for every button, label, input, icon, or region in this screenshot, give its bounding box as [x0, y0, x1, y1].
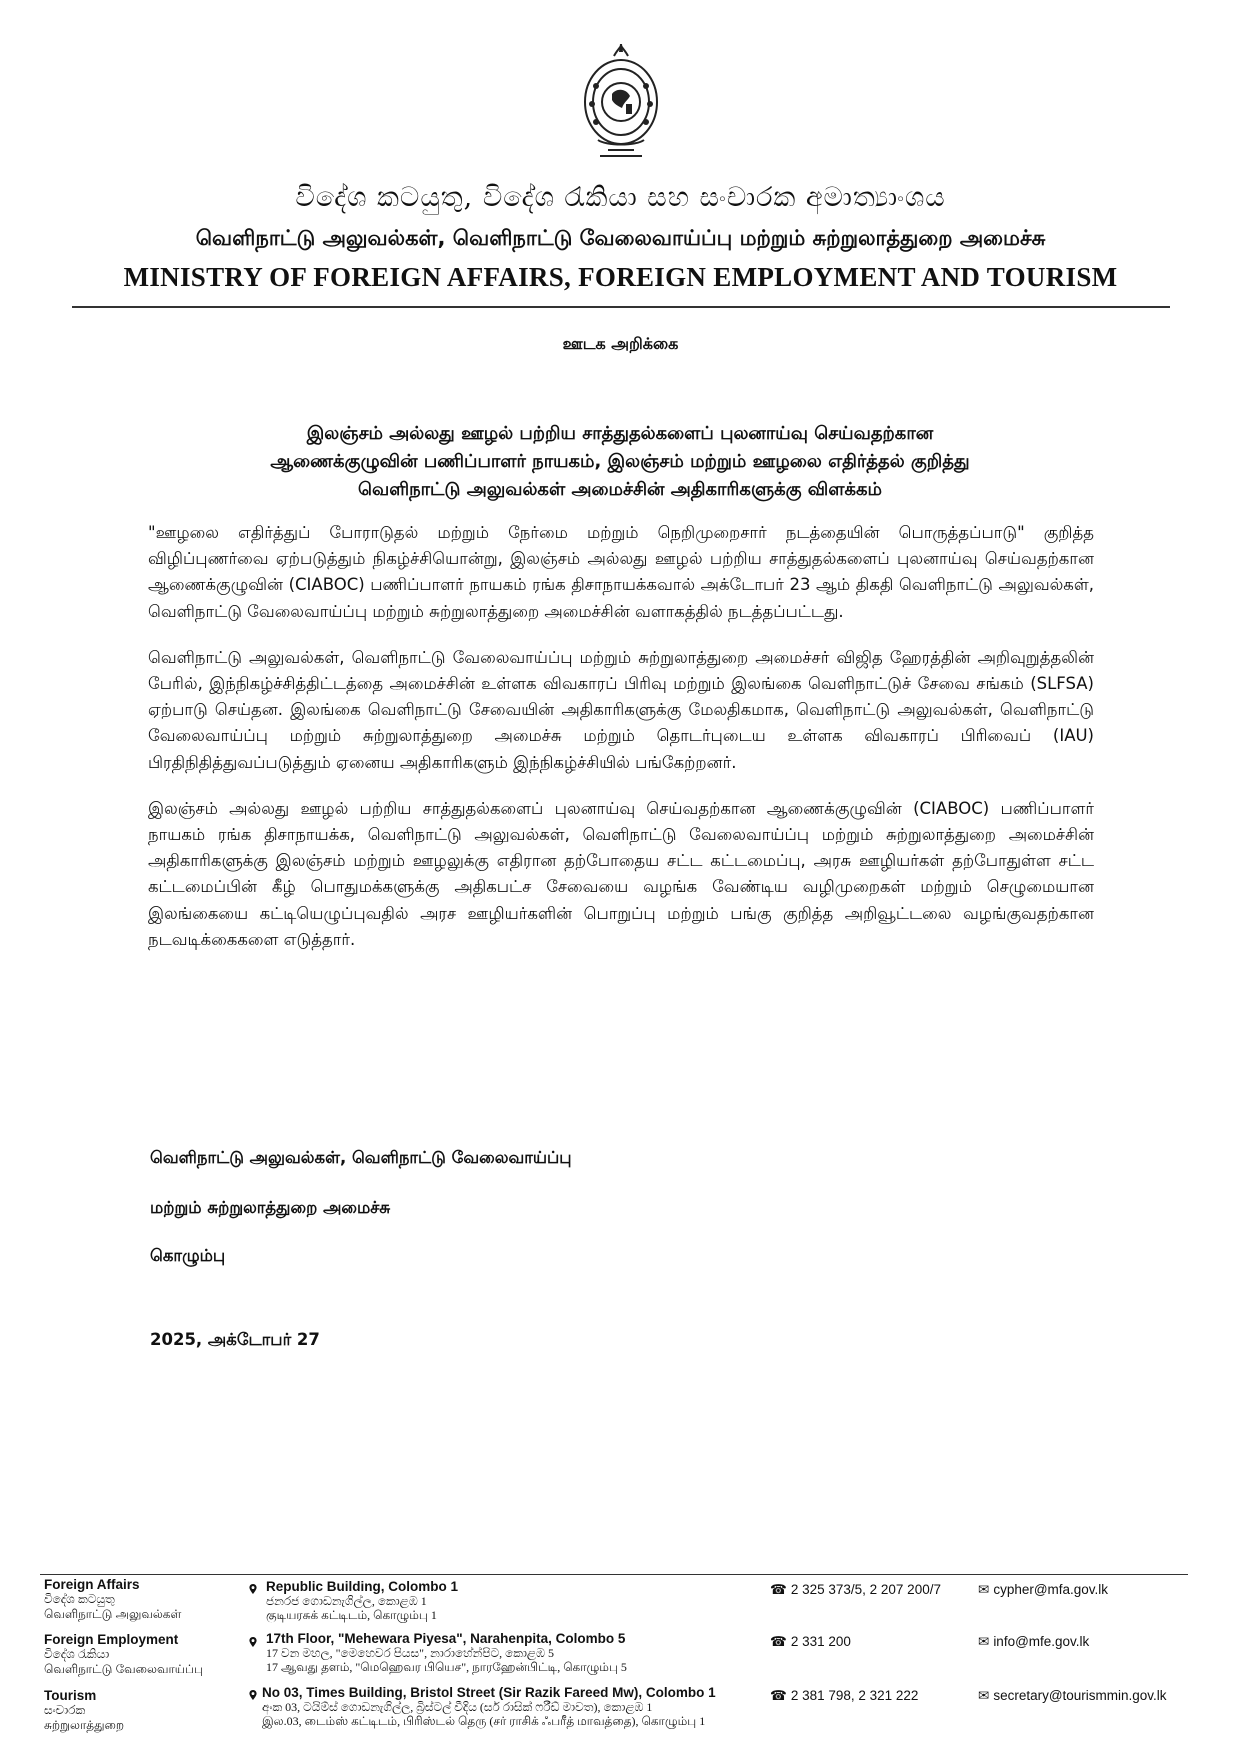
press-release-body	[148, 520, 1094, 973]
footer-sub-sinhala: විදේශ කටයුතු	[44, 1592, 115, 1606]
media-release-label: ஊடக அறிக்கை	[562, 334, 679, 353]
address-tamil: குடியரசுக் கட்டிடம், கொழும்பு 1	[266, 1608, 437, 1622]
body-paragraph-3: இலஞ்சம் அல்லது ஊழல் பற்றிய சாத்துதல்களைப் புலனாய்வு செய்வதற்கான ஆணைக்குழுவின் (CIABOC) பணிப்பாளர் நாயகம் ரங்க திசாநாயக்க, வெளிநாட்டு அலுவல்கள், வெளிநாட்டு வேலைவாய்ப்பு மற்றும் சுற்றுலாத்துறை அமைச்சின் அதிகாரிகளுக்கு இலஞ்சம் மற்றும் ஊழலுக்கு எதிரான தற்போதைய சட்ட கட்டமைப்பு, அரசு ஊழியர்கள் தற்போதுள்ள சட்ட கட்டமைப்பின் கீழ் பொதுமக்களுக்கு அதிகபட்ச சேவையை வழங்க வேண்டிய வழிமுறைகள் மற்றும் செழுமையான இலங்கையை கட்டியெழுப்புவதில் அரச ஊழியர்களின் பொறுப்பு மற்றும் பங்கு குறித்த அறிவூட்டலை வழங்குவதற்கான நடவடிக்கைகளை எடுத்தார்.	[148, 798, 1094, 949]
phone-number: 2 331 200	[790, 1634, 851, 1649]
footer-title: Foreign Affairs	[44, 1577, 140, 1592]
address-english: 17th Floor, "Mehewara Piyesa", Narahenpita, Colombo 5	[266, 1631, 626, 1646]
signature-line-1: வெளிநாட்டு அலுவல்கள், வெளிநாட்டு வேலைவாய்ப்பு	[150, 1148, 572, 1167]
location-pin-icon	[248, 1690, 258, 1700]
address-sinhala: ජනරජ ගොඩනැගිල්ල, කොළඹ 1	[266, 1594, 427, 1608]
footer-address	[266, 1580, 458, 1622]
address-sinhala: 17 වන මහල, "මෙහෙවර පියස", නාරාහේන්පිට, කොළඹ 5	[266, 1646, 554, 1660]
footer-address	[266, 1632, 627, 1674]
location-pin-icon	[248, 1637, 258, 1647]
body-paragraph-1: "ஊழலை எதிர்த்துப் போராடுதல் மற்றும் நேர்மை மற்றும் நெறிமுறைசார் நடத்தையின் பொருத்தப்பாடு" குறித்த விழிப்புணர்வை ஏற்படுத்தும் நிகழ்ச்சியொன்று, இலஞ்சம் அல்லது ஊழல் பற்றிய சாத்துதல்களைப் புலனாய்வு செய்வதற்கான ஆணைக்குழுவின் (CIABOC) பணிப்பாளர் நாயகம் ரங்க திசாநாயக்கவால் அக்டோபர் 23 ஆம் திகதி வெளிநாட்டு அலுவல்கள், வெளிநாட்டு வேலைவாய்ப்பு மற்றும் சுற்றுலாத்துறை அமைச்சின் வளாகத்தில் நடத்தப்பட்டது.	[148, 523, 1094, 621]
signature-line-2: மற்றும் சுற்றுலாத்துறை அமைச்சு	[150, 1198, 391, 1217]
footer-phone	[770, 1634, 851, 1650]
email-address[interactable]: cypher@mfa.gov.lk	[993, 1582, 1109, 1597]
footer-phone	[770, 1688, 918, 1704]
email-address[interactable]: secretary@tourismmin.gov.lk	[993, 1688, 1167, 1703]
phone-icon: ☎	[770, 1582, 787, 1597]
headline-line-3: வெளிநாட்டு அலுவல்கள் அமைச்சின் அதிகாரிகளுக்கு விளக்கம்	[357, 479, 883, 500]
email-icon: ✉	[978, 1634, 990, 1649]
address-english: No 03, Times Building, Bristol Street (Sir Razik Fareed Mw), Colombo 1	[262, 1685, 716, 1700]
national-emblem	[578, 42, 664, 160]
ministry-name-english: MINISTRY OF FOREIGN AFFAIRS, FOREIGN EMPLOYMENT AND TOURISM	[123, 262, 1118, 292]
footer-sub-sinhala: විදේශ රැකියා	[44, 1647, 110, 1661]
footer-foreign-employment	[44, 1632, 203, 1677]
footer-address	[262, 1686, 716, 1728]
footer-sub-sinhala: සංචාරක	[44, 1703, 86, 1717]
footer-sub-tamil: வெளிநாட்டு வேலைவாய்ப்பு	[44, 1662, 203, 1676]
footer-divider	[40, 1574, 1188, 1575]
address-tamil: இல.03, டைம்ஸ் கட்டிடம், பிரிஸ்டல் தெரு (சர் ராசிக் ஃபரீத் மாவத்தை), கொழும்பு 1	[262, 1714, 706, 1728]
phone-number: 2 325 373/5, 2 207 200/7	[790, 1582, 941, 1597]
footer-sub-tamil: சுற்றுலாத்துறை	[44, 1718, 125, 1732]
headline	[140, 420, 1100, 504]
footer-foreign-affairs	[44, 1577, 181, 1622]
footer-sub-tamil: வெளிநாட்டு அலுவல்கள்	[44, 1607, 182, 1621]
footer-email[interactable]	[978, 1688, 1167, 1704]
email-address[interactable]: info@mfe.gov.lk	[993, 1634, 1090, 1649]
footer-phone	[770, 1582, 941, 1598]
email-icon: ✉	[978, 1688, 990, 1703]
footer-title: Tourism	[44, 1688, 97, 1703]
location-pin-icon	[248, 1584, 258, 1594]
ministry-name-tamil: வெளிநாட்டு அலுவல்கள், வெளிநாட்டு வேலைவாய்ப்பு மற்றும் சுற்றுலாத்துறை அமைச்சு	[195, 226, 1046, 250]
phone-icon: ☎	[770, 1634, 787, 1649]
headline-line-1: இலஞ்சம் அல்லது ஊழல் பற்றிய சாத்துதல்களைப் புலனாய்வு செய்வதற்கான	[306, 423, 934, 444]
footer-title: Foreign Employment	[44, 1632, 179, 1647]
email-icon: ✉	[978, 1582, 990, 1597]
footer-email[interactable]	[978, 1582, 1108, 1598]
footer-email[interactable]	[978, 1634, 1089, 1650]
body-paragraph-2: வெளிநாட்டு அலுவல்கள், வெளிநாட்டு வேலைவாய்ப்பு மற்றும் சுற்றுலாத்துறை அமைச்சர் விஜித ஹேரத்தின் அறிவுறுத்தலின் பேரில், இந்நிகழ்ச்சித்திட்டத்தை அமைச்சின் உள்ளக விவகாரப் பிரிவு மற்றும் இலங்கை வெளிநாட்டுச் சேவை சங்கம் (SLFSA) ஏற்பாடு செய்தன. இலங்கை வெளிநாட்டு சேவையின் அதிகாரிகளுக்கு மேலதிகமாக, வெளிநாட்டு அலுவல்கள், வெளிநாட்டு வேலைவாய்ப்பு மற்றும் சுற்றுலாத்துறை அமைச்சு மற்றும் தொடர்புடைய உள்ளக விவகாரப் பிரிவைப் (IAU) பிரதிநிதித்துவப்படுத்தும் ஏனைய அதிகாரிகளும் இந்நிகழ்ச்சியில் பங்கேற்றனர்.	[148, 647, 1094, 772]
phone-icon: ☎	[770, 1688, 787, 1703]
phone-number: 2 381 798, 2 321 222	[790, 1688, 919, 1703]
headline-line-2: ஆணைக்குழுவின் பணிப்பாளர் நாயகம், இலஞ்சம் மற்றும் ஊழலை எதிர்த்தல் குறித்து	[270, 451, 970, 472]
address-english: Republic Building, Colombo 1	[266, 1579, 458, 1594]
address-tamil: 17 ஆவது தளம், "மெஹெவர பியெச", நாரஹேன்பிட்டி, கொழும்பு 5	[266, 1660, 627, 1674]
address-sinhala: අංක 03, ටයිම්ස් ගොඩනැගිල්ල, බ්‍රිස්ටල් වීදිය (සර් රාසික් ෆරීඩ් මාවත), කොළඹ 1	[262, 1700, 653, 1714]
header-divider	[72, 306, 1170, 308]
release-date: 2025, அக்டோபர் 27	[150, 1330, 320, 1349]
ministry-name-sinhala: විදේශ කටයුතු, විදේශ රැකියා සහ සංචාරක අමාත්‍යාංශය	[295, 182, 946, 213]
footer-tourism	[44, 1688, 124, 1733]
signature-line-3: கொழும்பு	[150, 1246, 226, 1265]
